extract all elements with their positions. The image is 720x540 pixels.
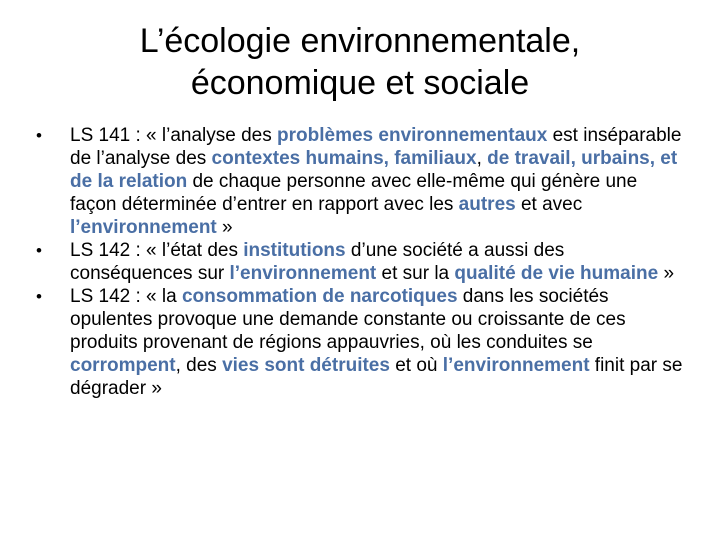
text-segment: LS 142 : « la (70, 286, 182, 307)
text-segment: de chaque personne avec elle-même qui génère une façon déterminée d’entrer en rapport avec les (70, 171, 638, 215)
highlighted-phrase: problèmes environnementaux (277, 125, 548, 146)
bullet-text (70, 286, 682, 399)
bullet-text (70, 240, 674, 284)
text-segment: et sur la (376, 263, 455, 284)
highlighted-phrase: autres (458, 194, 516, 215)
text-segment: et où (389, 355, 443, 376)
highlighted-phrase: corrompent (70, 355, 176, 376)
highlighted-phrase: vies sont détruites (222, 355, 390, 376)
slide-title-line-1: L’écologie environnementale, (139, 22, 581, 60)
slide-title (0, 20, 720, 104)
bullet-item-ls142-institutions (36, 239, 686, 285)
highlighted-phrase: l’environnement (229, 263, 377, 284)
text-segment: , (476, 148, 488, 169)
highlighted-phrase: de travail, urbains, et de la relation (70, 148, 678, 192)
text-segment: finit par se dégrader » (70, 355, 683, 399)
text-segment: dans les sociétés opulentes provoque une demande constante ou croissante de ces produits provenant de régions appauvries, où les conduites se (70, 286, 626, 353)
highlighted-phrase: institutions (243, 240, 346, 261)
text-segment: et avec (515, 194, 583, 215)
text-segment: , des (175, 355, 223, 376)
bullet-list (36, 124, 686, 400)
text-segment: d’une société a aussi des conséquences sur (70, 240, 565, 284)
text-segment: » (658, 263, 675, 284)
highlighted-phrase: l’environnement (442, 355, 590, 376)
highlighted-phrase: contextes humains, familiaux (211, 148, 477, 169)
text-segment: LS 141 : « l’analyse des (70, 125, 278, 146)
text-segment: est inséparable de l’analyse des (70, 125, 682, 169)
slide-title-line-2: économique et sociale (190, 64, 530, 102)
text-segment: » (216, 217, 233, 238)
highlighted-phrase: l’environnement (70, 217, 217, 238)
bullet-item-ls142-narcotics (36, 285, 686, 400)
bullet-text (70, 125, 681, 238)
bullet-point-icon: • (36, 287, 42, 306)
bullet-point-icon: • (36, 241, 42, 260)
highlighted-phrase: consommation de narcotiques (181, 286, 458, 307)
bullet-point-icon: • (36, 126, 42, 145)
bullet-item-ls141-analysis (36, 124, 686, 239)
highlighted-phrase: qualité de vie humaine (454, 263, 659, 284)
text-segment: LS 142 : « l’état des (70, 240, 244, 261)
